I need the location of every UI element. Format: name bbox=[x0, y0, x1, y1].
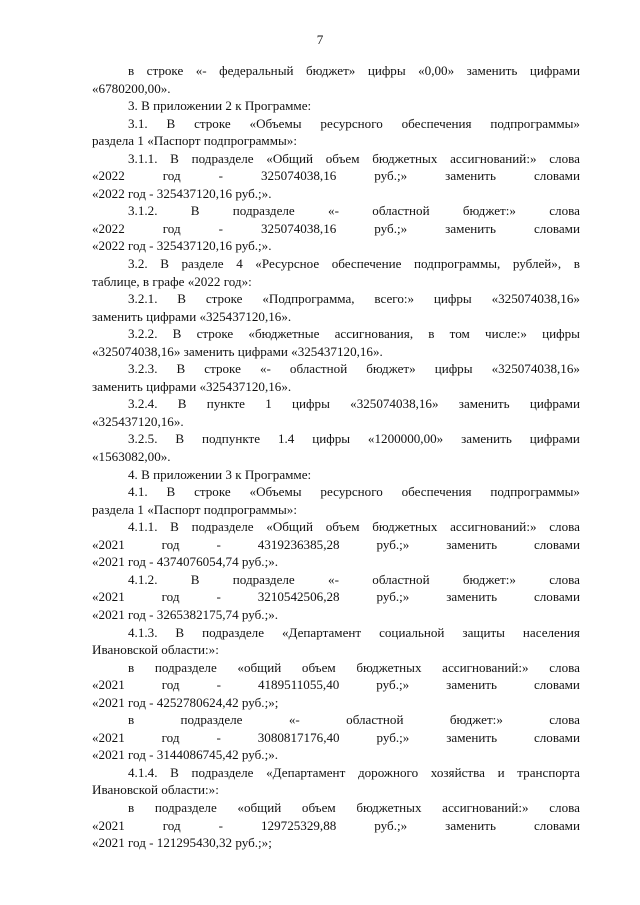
text-line: «2021 год - 3210542506,28 руб.;» заменить словами bbox=[92, 589, 580, 605]
text-line: Ивановской области:»: bbox=[92, 642, 219, 658]
text-line: «6780200,00». bbox=[92, 80, 171, 96]
text-line: 3.2.2. В строке «бюджетные ассигнования, в том числе:» цифры bbox=[128, 326, 580, 342]
text-line: «2022 год - 325437120,16 руб.;». bbox=[92, 238, 272, 254]
text-line: Ивановской области:»: bbox=[92, 782, 219, 798]
document-body bbox=[92, 62, 580, 852]
text-line: «325074038,16» заменить цифрами «325437120,16». bbox=[92, 343, 383, 359]
text-line: «2021 год - 4252780624,42 руб.;»; bbox=[92, 694, 279, 710]
text-line: 4.1. В строке «Объемы ресурсного обеспечения подпрограммы» bbox=[128, 484, 580, 500]
text-line: 3.2.4. В пункте 1 цифры «325074038,16» заменить цифрами bbox=[128, 396, 580, 412]
text-line: 3. В приложении 2 к Программе: bbox=[128, 98, 312, 114]
text-line: «325437120,16». bbox=[92, 413, 184, 429]
text-line: 3.2.1. В строке «Подпрограмма, всего:» цифры «325074038,16» bbox=[128, 291, 580, 307]
text-line: таблице, в графе «2022 год»: bbox=[92, 273, 252, 289]
text-line: «2022 год - 325074038,16 руб.;» заменить словами bbox=[92, 220, 580, 236]
text-line: «2021 год - 129725329,88 руб.;» заменить словами bbox=[92, 817, 580, 833]
text-line: 3.2.3. В строке «- областной бюджет» цифры «325074038,16» bbox=[128, 361, 580, 377]
text-line: 3.2.5. В подпункте 1.4 цифры «1200000,00» заменить цифрами bbox=[128, 431, 580, 447]
text-line: в подразделе «общий объем бюджетных ассигнований:» слова bbox=[128, 799, 580, 815]
text-line: в строке «- федеральный бюджет» цифры «0,00» заменить цифрами bbox=[128, 63, 580, 78]
text-line: 3.2. В разделе 4 «Ресурсное обеспечение подпрограммы, рублей», в bbox=[128, 256, 580, 272]
text-line: «1563082,00». bbox=[92, 449, 171, 465]
text-line: 4.1.3. В подразделе «Департамент социальной защиты населения bbox=[128, 624, 580, 640]
text-line: «2021 год - 3144086745,42 руб.;». bbox=[92, 747, 279, 763]
text-line: в подразделе «- областной бюджет:» слова bbox=[128, 712, 580, 728]
text-line: 3.1.1. В подразделе «Общий объем бюджетных ассигнований:» слова bbox=[128, 150, 580, 166]
page-number: 7 bbox=[316, 32, 324, 47]
text-line: 4.1.2. В подразделе «- областной бюджет:» слова bbox=[128, 571, 580, 587]
text-line: заменить цифрами «325437120,16». bbox=[92, 308, 292, 324]
text-line: заменить цифрами «325437120,16». bbox=[92, 378, 292, 394]
text-line: 3.1. В строке «Объемы ресурсного обеспечения подпрограммы» bbox=[128, 115, 580, 131]
text-line: «2021 год - 4374076054,74 руб.;». bbox=[92, 554, 279, 570]
text-line: «2021 год - 3080817176,40 руб.;» заменить словами bbox=[92, 729, 580, 745]
text-line: 3.1.2. В подразделе «- областной бюджет:» слова bbox=[128, 203, 580, 219]
text-line: «2021 год - 4189511055,40 руб.;» заменить словами bbox=[92, 677, 580, 693]
text-line: «2021 год - 3265382175,74 руб.;». bbox=[92, 606, 279, 622]
text-line: 4.1.1. В подразделе «Общий объем бюджетных ассигнований:» слова bbox=[128, 519, 580, 535]
text-line: «2022 год - 325074038,16 руб.;» заменить словами bbox=[92, 168, 580, 184]
text-line: раздела 1 «Паспорт подпрограммы»: bbox=[92, 501, 297, 517]
text-line: 4.1.4. В подразделе «Департамент дорожного хозяйства и транспорта bbox=[128, 764, 580, 780]
text-line: раздела 1 «Паспорт подпрограммы»: bbox=[92, 133, 297, 149]
text-line: «2022 год - 325437120,16 руб.;». bbox=[92, 185, 272, 201]
text-line: в подразделе «общий объем бюджетных ассигнований:» слова bbox=[128, 659, 580, 675]
text-line: «2021 год - 4319236385,28 руб.;» заменить словами bbox=[92, 536, 580, 552]
text-line: 4. В приложении 3 к Программе: bbox=[128, 466, 312, 482]
text-line: «2021 год - 121295430,32 руб.;»; bbox=[92, 835, 272, 851]
